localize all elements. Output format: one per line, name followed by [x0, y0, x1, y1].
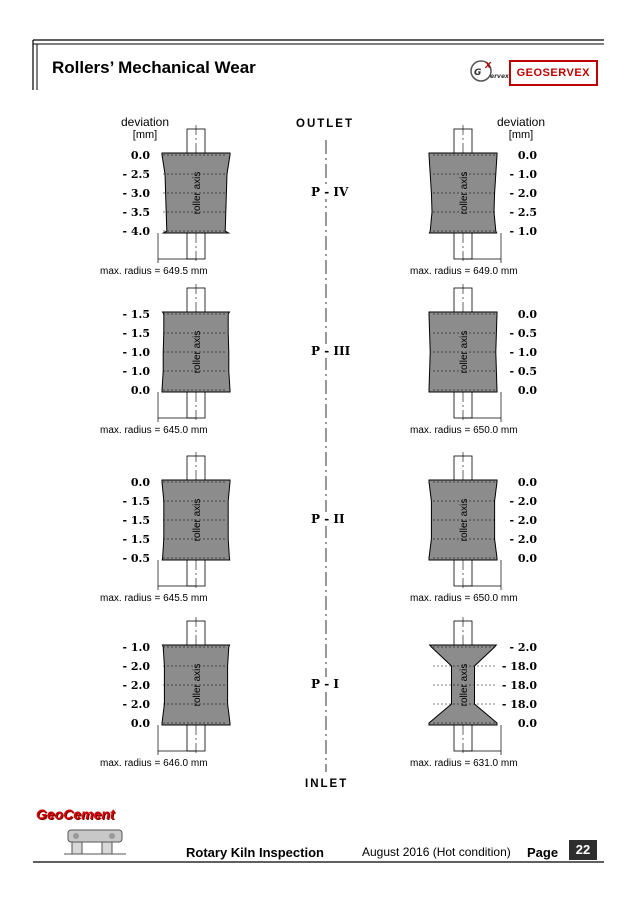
deviation-value: 0.0	[130, 149, 150, 162]
roller-right-0	[429, 125, 501, 263]
deviation-value: - 18.0	[501, 679, 537, 692]
deviation-value: - 18.0	[501, 660, 537, 673]
right-max-radius: max. radius = 650.0 mm	[410, 593, 518, 604]
deviation-value: - 3.0	[122, 187, 150, 200]
deviation-value: - 2.0	[122, 698, 150, 711]
deviation-value: - 0.5	[509, 327, 537, 340]
deviation-value: - 2.5	[509, 206, 537, 219]
deviation-value: - 2.0	[509, 187, 537, 200]
roller-axis-text: roller axis	[192, 498, 203, 542]
deviation-value: - 2.0	[509, 514, 537, 527]
document-date: August 2016 (Hot condition)	[362, 845, 511, 859]
roller-right-2	[429, 452, 501, 590]
right-max-radius: max. radius = 649.0 mm	[410, 266, 518, 277]
left-max-radius: max. radius = 645.5 mm	[100, 593, 208, 604]
svg-text:G: G	[474, 68, 482, 78]
deviation-value: - 0.5	[122, 552, 150, 565]
deviation-value: 0.0	[517, 717, 537, 730]
deviation-value: - 4.0	[122, 225, 150, 238]
right-max-radius: max. radius = 650.0 mm	[410, 425, 518, 436]
roller-axis-text: roller axis	[459, 171, 470, 215]
deviation-value: - 1.0	[509, 225, 537, 238]
roller-axis-text: roller axis	[192, 330, 203, 374]
deviation-value: - 1.0	[509, 346, 537, 359]
deviation-value: - 2.0	[509, 641, 537, 654]
deviation-value: 0.0	[517, 149, 537, 162]
deviation-value: - 1.5	[122, 533, 150, 546]
roller-axis-text: roller axis	[459, 663, 470, 707]
deviation-value: - 1.5	[122, 514, 150, 527]
deviation-value: - 1.0	[122, 346, 150, 359]
page-number: 22	[569, 840, 597, 860]
deviation-value: - 3.5	[122, 206, 150, 219]
svg-text:ervex: ervex	[490, 73, 509, 80]
right-deviation-list	[497, 146, 537, 241]
deviation-value: - 2.0	[122, 679, 150, 692]
deviation-value: 0.0	[130, 476, 150, 489]
roller-axis-text: roller axis	[192, 171, 203, 215]
left-deviation-list	[110, 638, 150, 733]
deviation-value: - 1.0	[122, 365, 150, 378]
document-title: Rotary Kiln Inspection	[186, 845, 324, 860]
deviation-value: - 0.5	[509, 365, 537, 378]
deviation-value: 0.0	[517, 308, 537, 321]
left-max-radius: max. radius = 645.0 mm	[100, 425, 208, 436]
kiln-logo-icon	[62, 822, 130, 858]
page-label: Page	[527, 845, 559, 860]
deviation-value: 0.0	[130, 717, 150, 730]
left-deviation-list	[110, 305, 150, 400]
deviation-value: - 2.0	[509, 495, 537, 508]
roller-axis-text: roller axis	[192, 663, 203, 707]
pier-label: P - IV	[311, 185, 349, 199]
roller-left-1	[158, 284, 230, 422]
deviation-value: - 1.5	[122, 308, 150, 321]
pier-label: P - III	[311, 344, 351, 358]
geoservex-wordmark: GEOSERVEX	[509, 60, 598, 86]
roller-axis-text: roller axis	[459, 330, 470, 374]
deviation-value: - 18.0	[501, 698, 537, 711]
deviation-value: - 2.5	[122, 168, 150, 181]
deviation-value: 0.0	[517, 384, 537, 397]
deviation-value: 0.0	[517, 476, 537, 489]
roller-left-0	[158, 125, 230, 263]
outlet-label: OUTLET	[296, 118, 354, 130]
deviation-value: 0.0	[130, 384, 150, 397]
svg-text:X: X	[485, 61, 492, 70]
left-deviation-list	[110, 146, 150, 241]
roller-left-2	[158, 452, 230, 590]
deviation-value: - 1.0	[509, 168, 537, 181]
right-deviation-list	[497, 305, 537, 400]
roller-axis-text: roller axis	[459, 498, 470, 542]
right-max-radius: max. radius = 631.0 mm	[410, 758, 518, 769]
inlet-label: INLET	[305, 778, 349, 790]
deviation-value: - 2.0	[122, 660, 150, 673]
right-deviation-list	[497, 638, 537, 733]
pier-label: P - II	[311, 512, 345, 526]
left-max-radius: max. radius = 649.5 mm	[100, 266, 208, 277]
deviation-value: - 1.0	[122, 641, 150, 654]
right-deviation-list	[497, 473, 537, 568]
deviation-value: - 2.0	[509, 533, 537, 546]
geocement-logo-text: GeoCement	[36, 806, 115, 822]
deviation-value: - 1.5	[122, 327, 150, 340]
roller-left-3	[158, 617, 230, 755]
roller-right-3	[429, 617, 501, 755]
page-title: Rollers’ Mechanical Wear	[52, 58, 256, 77]
deviation-value: 0.0	[517, 552, 537, 565]
left-deviation-heading: deviation [mm]	[120, 115, 170, 141]
left-deviation-list	[110, 473, 150, 568]
deviation-value: - 1.5	[122, 495, 150, 508]
right-deviation-heading: deviation [mm]	[496, 115, 546, 141]
roller-right-1	[429, 284, 501, 422]
pier-label: P - I	[311, 677, 339, 691]
left-max-radius: max. radius = 646.0 mm	[100, 758, 208, 769]
